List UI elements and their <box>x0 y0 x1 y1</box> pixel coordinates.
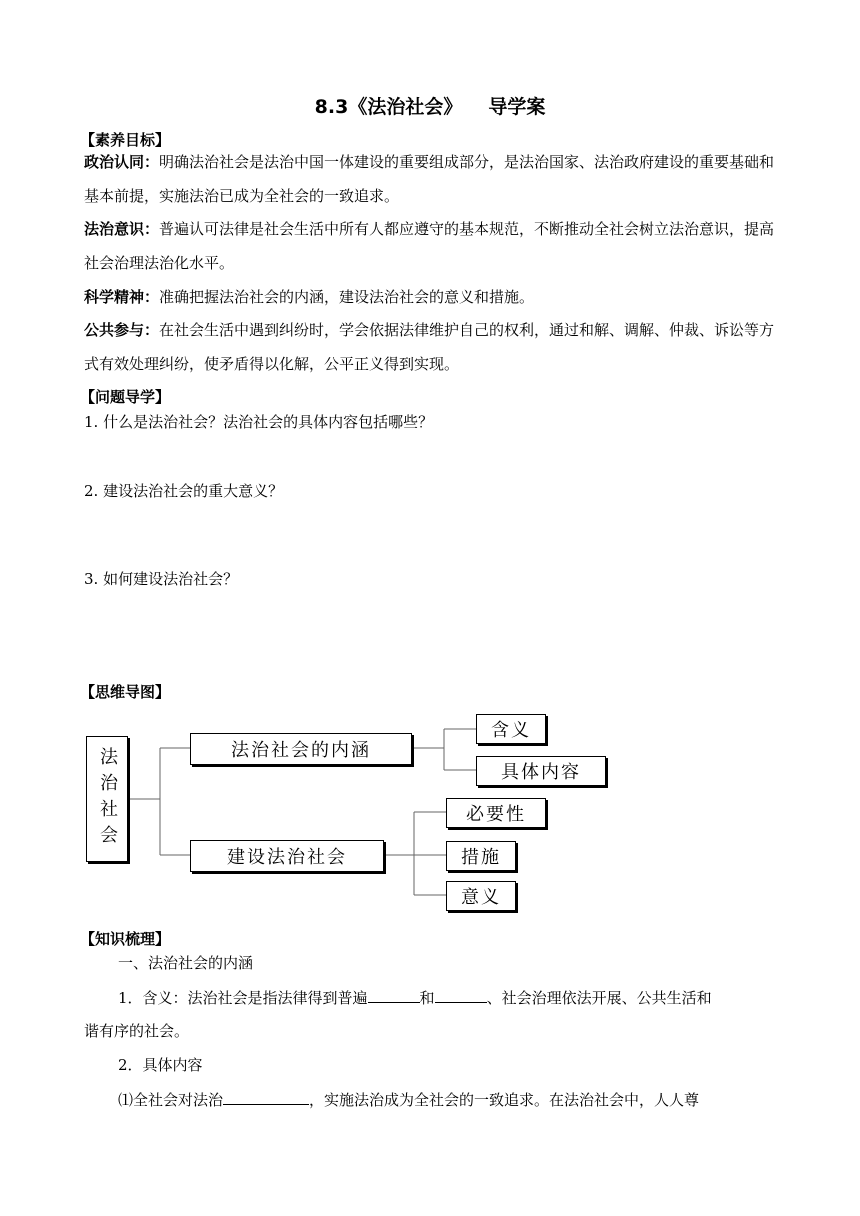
goal-label: 政治认同： <box>84 153 160 171</box>
fill-blank[interactable] <box>368 986 420 1003</box>
goal-label: 法治意识： <box>84 220 160 238</box>
goal-label: 公共参与： <box>84 321 160 339</box>
mindmap-branch-connotation: 法治社会的内涵 <box>190 733 412 765</box>
goal-text: 普遍认可法律是社会生活中所有人都应遵守的基本规范，不断推动全社会树立法治意识，提高社会治理法治化水平。 <box>84 220 775 272</box>
item3-suffix: ，实施法治成为全社会的一致追求。在法治社会中，人人尊 <box>309 1091 700 1109</box>
question-2: 2. 建设法治社会的重大意义？ <box>84 482 284 500</box>
title-sub: 导学案 <box>488 96 546 118</box>
mindmap-node-content: 具体内容 <box>476 756 606 786</box>
item3-prefix: ⑴全社会对法治 <box>118 1091 224 1109</box>
goal-text: 准确把握法治社会的内涵，建设法治社会的意义和措施。 <box>159 288 535 306</box>
question-3: 3. 如何建设法治社会？ <box>84 570 239 588</box>
fill-blank[interactable] <box>435 986 487 1003</box>
knowledge-item-2: 2．具体内容 <box>118 1056 203 1074</box>
question-1: 1. 什么是法治社会？法治社会的具体内容包括哪些？ <box>84 413 434 431</box>
mindmap-node-meaning-def: 含义 <box>476 714 546 744</box>
section-questions-heading: 【问题导学】 <box>80 388 171 406</box>
fill-blank[interactable] <box>223 1088 309 1105</box>
mindmap-root-label: 法治社会 <box>97 747 118 851</box>
item1-prefix: 1．含义：法治社会是指法律得到普遍 <box>118 989 368 1007</box>
knowledge-item-3 <box>118 1088 699 1110</box>
goal-text: 在社会生活中遇到纠纷时，学会依据法律维护自己的权利，通过和解、调解、仲裁、诉讼等方式有效处理纠纷，使矛盾得以化解，公平正义得到实现。 <box>84 321 775 373</box>
mindmap-node-significance: 意义 <box>446 881 516 911</box>
mindmap-node-necessity: 必要性 <box>446 798 546 828</box>
knowledge-heading-1: 一、法治社会的内涵 <box>118 954 254 972</box>
title-main: 8.3《法治社会》 <box>314 96 463 118</box>
section-knowledge-heading: 【知识梳理】 <box>80 930 171 948</box>
mindmap-node-measures: 措施 <box>446 841 516 871</box>
goal-label: 科学精神： <box>84 288 160 306</box>
mindmap-branch-build: 建设法治社会 <box>190 840 384 872</box>
mindmap-root-box <box>86 736 128 862</box>
section-goals-heading: 【素养目标】 <box>80 131 171 149</box>
section-mindmap-heading: 【思维导图】 <box>80 683 171 701</box>
item1-and: 和 <box>419 989 435 1007</box>
item1-suffix: 、社会治理依法开展、公共生活和 <box>486 989 712 1007</box>
knowledge-item-1-cont: 谐有序的社会。 <box>84 1022 190 1040</box>
goal-text: 明确法治社会是法治中国一体建设的重要组成部分，是法治国家、法治政府建设的重要基础和基本前提，实施法治已成为全社会的一致追求。 <box>84 153 775 205</box>
knowledge-item-1 <box>118 986 712 1008</box>
